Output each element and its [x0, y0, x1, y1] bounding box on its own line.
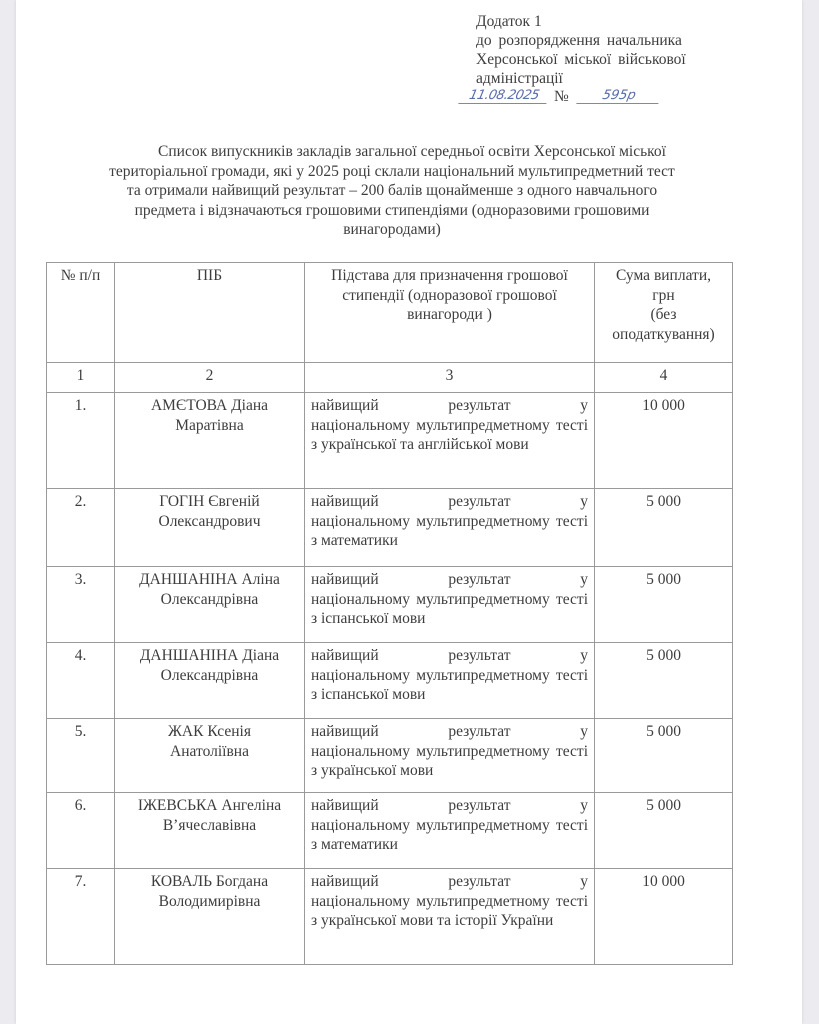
- row-full-name: [115, 489, 305, 567]
- row-basis: [305, 793, 595, 869]
- title-line: Список випускників закладів загальної середньої освіти Херсонської міської: [158, 143, 666, 160]
- row-amount: 5 000: [595, 793, 733, 869]
- row-basis: [305, 489, 595, 567]
- title-line: територіальної громади, які у 2025 році склали національний мультипредметний тест: [109, 162, 675, 180]
- row-number: 6.: [47, 793, 115, 869]
- title-line: предмета і відзначаються грошовими стипендіями (одноразовими грошовими: [134, 201, 650, 219]
- table-row: [47, 393, 733, 489]
- row-basis-rest: національному мультипредметному тесті з української та англійської мови: [311, 416, 588, 453]
- header-amount-line: Сума виплати,: [615, 267, 712, 284]
- header-number: № п/п: [47, 263, 115, 363]
- basis-word: результат: [448, 723, 511, 740]
- row-basis: [305, 869, 595, 965]
- row-basis: [305, 719, 595, 793]
- row-basis-first-line: [311, 722, 588, 742]
- header-full-name: ПІБ: [115, 263, 305, 363]
- header-amount: [595, 263, 733, 363]
- basis-word: у: [580, 647, 588, 664]
- row-amount: 5 000: [595, 643, 733, 719]
- graduates-table: [46, 262, 733, 965]
- row-amount: 10 000: [595, 393, 733, 489]
- column-index-row: [47, 363, 733, 393]
- number-label: №: [554, 88, 569, 105]
- row-full-name: [115, 643, 305, 719]
- table-row: [47, 793, 733, 869]
- row-basis: [305, 393, 595, 489]
- table-row: [47, 869, 733, 965]
- row-surname-name: ДАНШАНІНА Аліна: [139, 571, 280, 588]
- basis-word: найвищий: [311, 723, 379, 740]
- column-index: 3: [305, 363, 595, 393]
- row-surname-name: ЖАК Ксенія: [168, 723, 251, 740]
- basis-word: у: [580, 493, 588, 510]
- basis-word: результат: [448, 571, 511, 588]
- basis-word: найвищий: [311, 493, 379, 510]
- basis-word: результат: [448, 797, 511, 814]
- basis-word: результат: [448, 493, 511, 510]
- row-basis-rest: національному мультипредметному тесті з математики: [311, 512, 588, 549]
- row-surname-name: ДАНШАНІНА Діана: [139, 647, 280, 664]
- basis-word: найвищий: [311, 571, 379, 588]
- order-reference: [460, 88, 680, 110]
- row-amount: 5 000: [595, 489, 733, 567]
- row-number: 5.: [47, 719, 115, 793]
- title-line: та отримали найвищий результат – 200 балів щонайменше з одного навчального: [126, 182, 658, 199]
- handwritten-date: 11.08.2025: [458, 88, 549, 104]
- column-index: 4: [595, 363, 733, 393]
- table-row: [47, 489, 733, 567]
- title-line: винагородами): [343, 221, 441, 238]
- appendix-header: [476, 12, 776, 88]
- row-amount: 5 000: [595, 719, 733, 793]
- row-number: 3.: [47, 567, 115, 643]
- basis-word: у: [580, 397, 588, 414]
- row-surname-name: КОВАЛЬ Богдана: [150, 873, 269, 890]
- row-basis-rest: національному мультипредметному тесті з української мови: [311, 742, 588, 779]
- basis-word: результат: [448, 397, 511, 414]
- document-title: [52, 142, 732, 240]
- basis-word: у: [580, 797, 588, 814]
- column-index: 2: [115, 363, 305, 393]
- row-basis-rest: національному мультипредметному тесті з іспанської мови: [311, 666, 588, 703]
- row-basis-first-line: [311, 492, 588, 512]
- basis-word: найвищий: [311, 647, 379, 664]
- row-basis-first-line: [311, 646, 588, 666]
- header-amount-line: грн: [652, 286, 675, 304]
- appendix-line: Херсонської міської військової: [476, 51, 686, 68]
- row-basis-first-line: [311, 796, 588, 816]
- row-number: 7.: [47, 869, 115, 965]
- column-index: 1: [47, 363, 115, 393]
- row-patronymic: Олександрович: [158, 512, 261, 530]
- row-full-name: [115, 393, 305, 489]
- row-basis: [305, 643, 595, 719]
- row-full-name: [115, 719, 305, 793]
- basis-word: у: [580, 873, 588, 890]
- header-basis: Підстава для призначення грошової стипендії (одноразової грошової винагороди ): [305, 263, 595, 363]
- row-patronymic: Анатоліївна: [170, 742, 249, 760]
- row-patronymic: Олександрівна: [160, 590, 259, 608]
- basis-word: найвищий: [311, 873, 379, 890]
- row-basis-first-line: [311, 396, 588, 416]
- table-header-row: [47, 263, 733, 363]
- row-number: 2.: [47, 489, 115, 567]
- row-number: 4.: [47, 643, 115, 719]
- basis-word: найвищий: [311, 797, 379, 814]
- basis-word: найвищий: [311, 397, 379, 414]
- appendix-line: адміністрації: [476, 70, 563, 87]
- table-row: [47, 643, 733, 719]
- appendix-line: до розпорядження начальника: [476, 32, 682, 49]
- row-surname-name: ІЖЕВСЬКА Ангеліна: [137, 797, 282, 814]
- row-surname-name: АМЄТОВА Діана: [150, 397, 269, 414]
- row-full-name: [115, 793, 305, 869]
- basis-word: результат: [448, 873, 511, 890]
- basis-word: у: [580, 571, 588, 588]
- table-row: [47, 719, 733, 793]
- row-basis-first-line: [311, 872, 588, 892]
- row-basis-rest: національному мультипредметному тесті з іспанської мови: [311, 590, 588, 627]
- row-patronymic: В’ячеславівна: [162, 816, 257, 834]
- basis-word: результат: [448, 647, 511, 664]
- row-amount: 10 000: [595, 869, 733, 965]
- row-patronymic: Олександрівна: [160, 666, 259, 684]
- row-full-name: [115, 567, 305, 643]
- row-basis-first-line: [311, 570, 588, 590]
- row-basis: [305, 567, 595, 643]
- basis-word: у: [580, 723, 588, 740]
- row-number: 1.: [47, 393, 115, 489]
- header-amount-line: (без: [650, 306, 677, 323]
- row-full-name: [115, 869, 305, 965]
- handwritten-number: 595р: [576, 88, 661, 104]
- row-patronymic: Маратівна: [175, 416, 244, 434]
- row-patronymic: Володимирівна: [158, 892, 261, 910]
- header-amount-line: оподаткування): [612, 325, 715, 343]
- row-basis-rest: національному мультипредметному тесті з української мови та історії України: [311, 892, 588, 929]
- table-row: [47, 567, 733, 643]
- row-basis-rest: національному мультипредметному тесті з математики: [311, 816, 588, 853]
- row-amount: 5 000: [595, 567, 733, 643]
- appendix-title: Додаток 1: [476, 13, 542, 30]
- row-surname-name: ГОГІН Євгеній: [159, 493, 260, 510]
